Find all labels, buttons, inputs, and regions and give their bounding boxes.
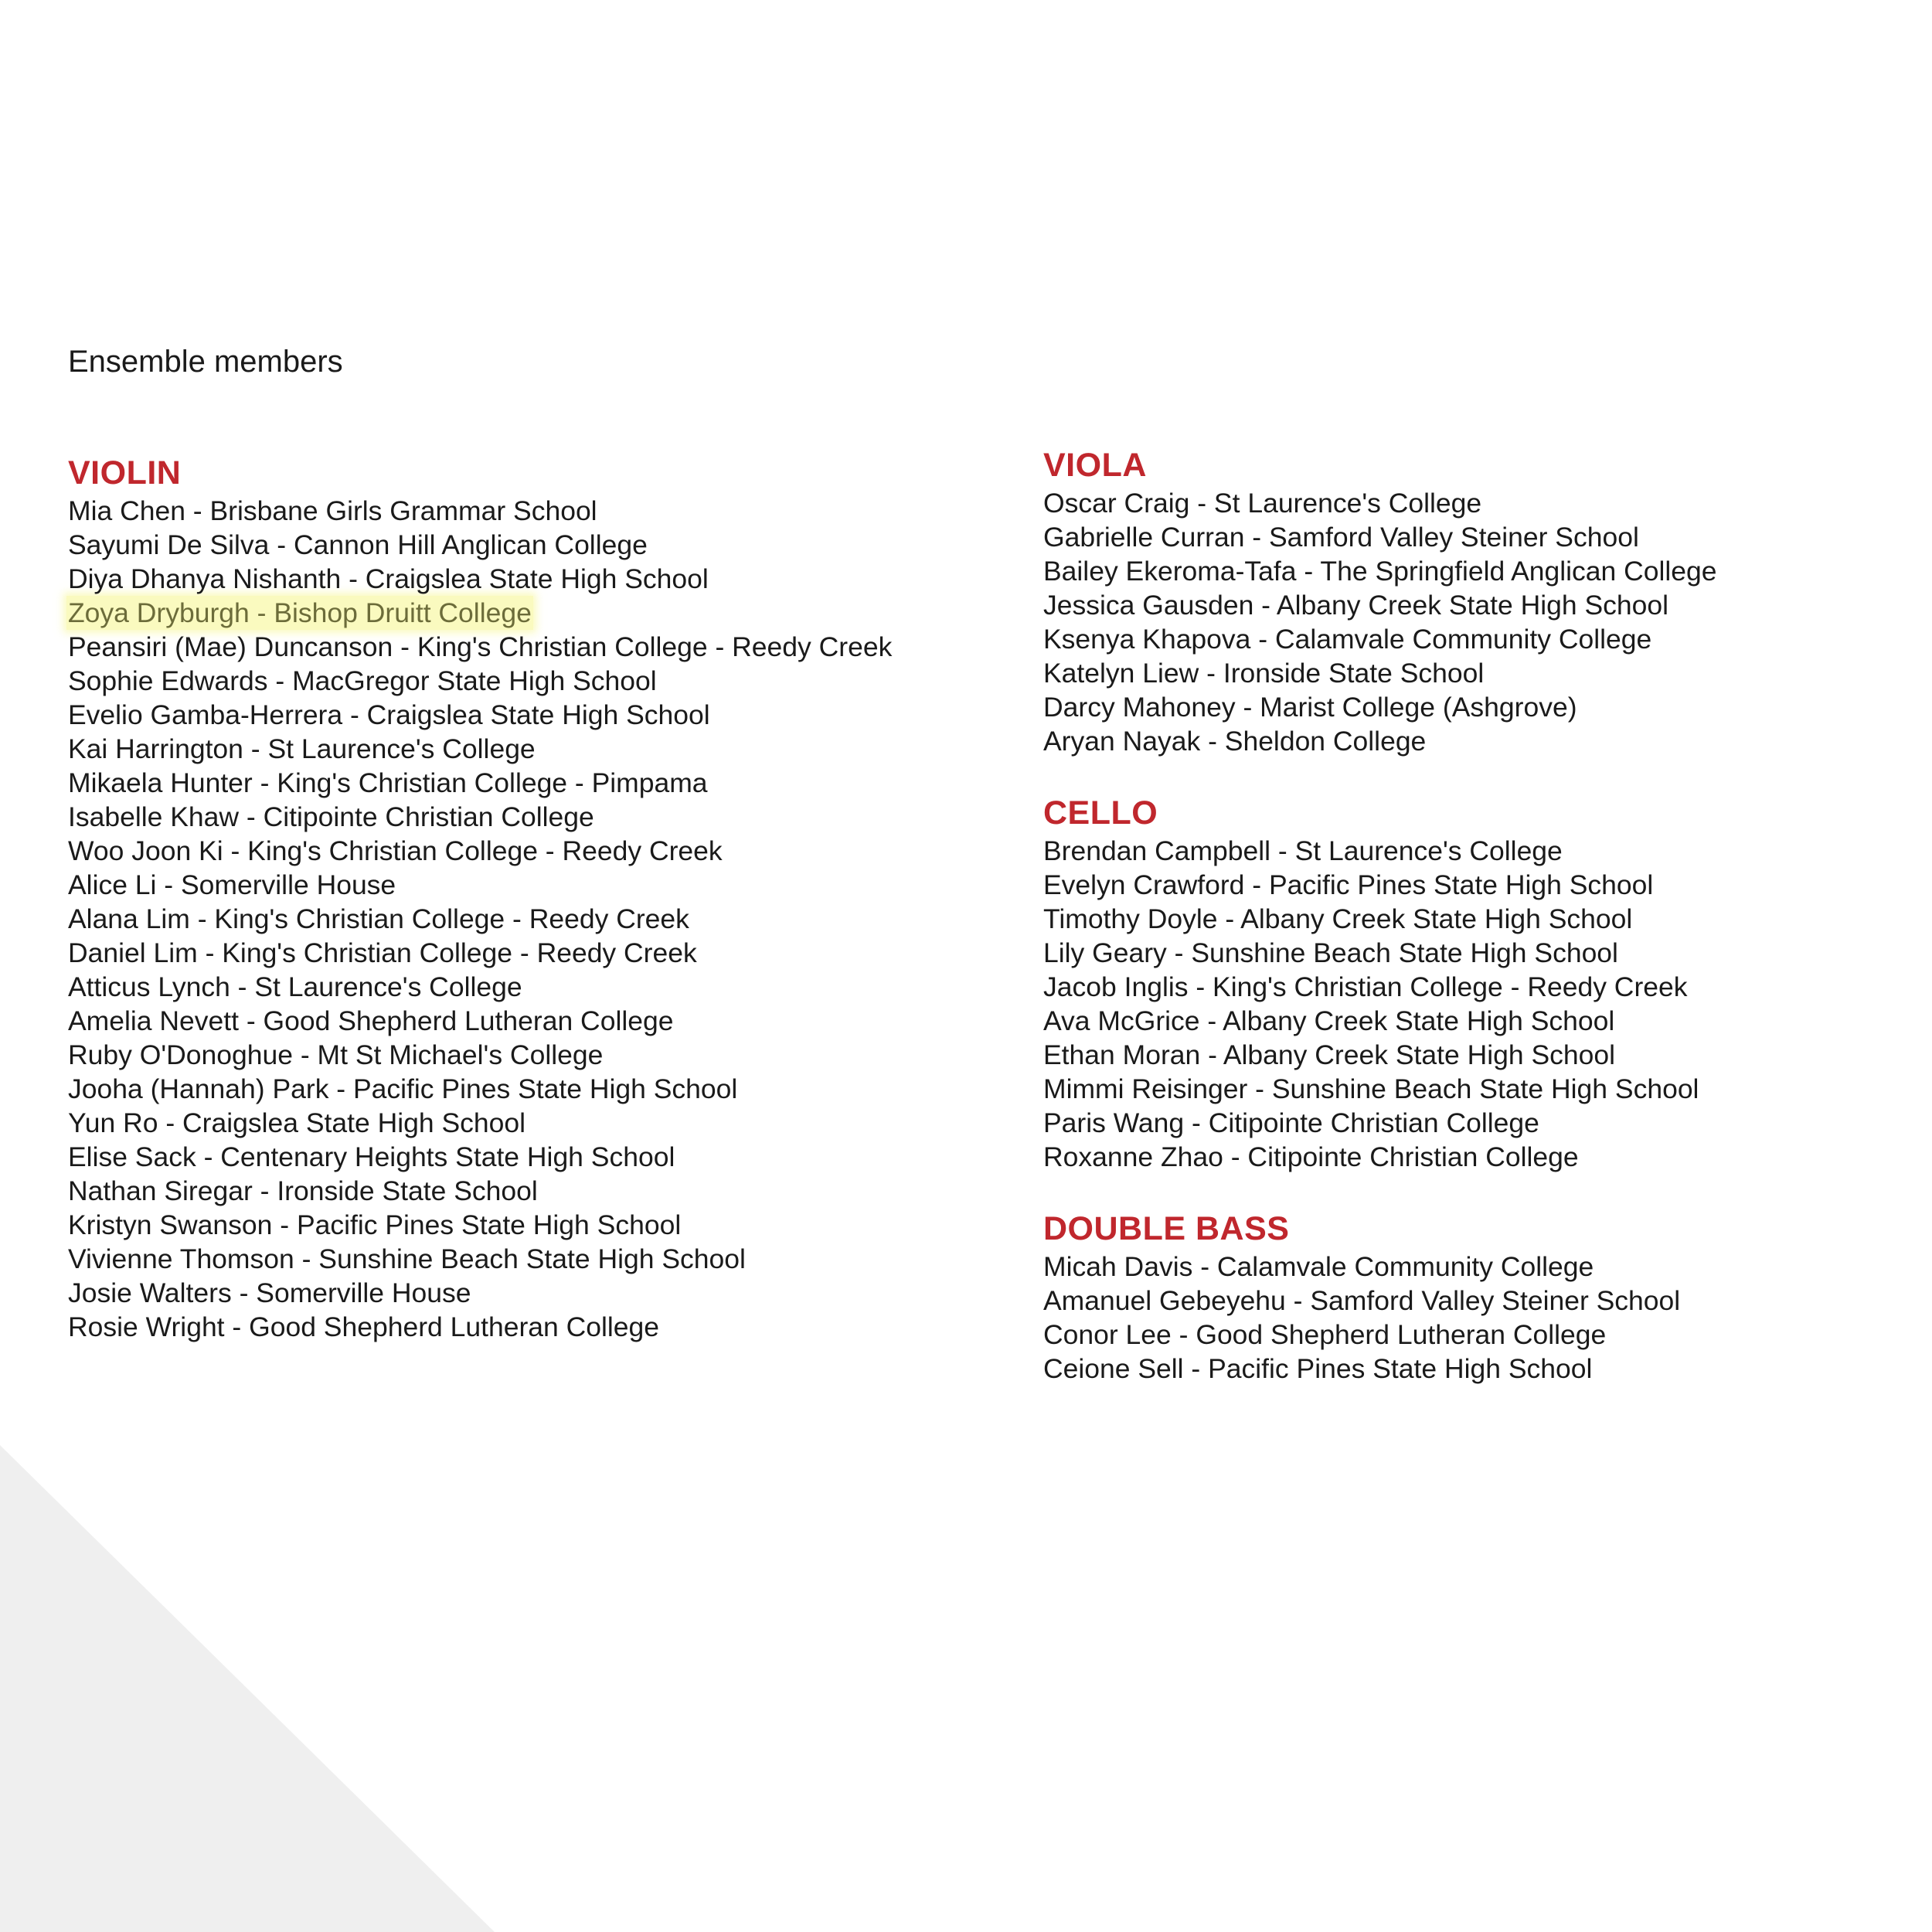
member-item: Micah Davis - Calamvale Community College <box>1043 1251 1594 1282</box>
double-bass-title: DOUBLE BASS <box>1043 1210 1290 1247</box>
member-item: Oscar Craig - St Laurence's College <box>1043 488 1482 519</box>
member-item: Lily Geary - Sunshine Beach State High School <box>1043 937 1618 968</box>
member-item: Bailey Ekeroma-Tafa - The Springfield Anglican College <box>1043 556 1717 587</box>
page-heading: Ensemble members <box>68 345 343 379</box>
violin-section <box>68 452 957 1344</box>
viola-section <box>1043 444 1932 758</box>
member-item: Gabrielle Curran - Samford Valley Steiner School <box>1043 522 1639 553</box>
member-item: Jooha (Hannah) Park - Pacific Pines State High School <box>68 1073 738 1104</box>
member-item: Conor Lee - Good Shepherd Lutheran College <box>1043 1319 1607 1350</box>
member-item: Kai Harrington - St Laurence's College <box>68 733 536 764</box>
member-item: Ethan Moran - Albany Creek State High School <box>1043 1039 1615 1070</box>
background-triangle <box>0 1445 495 1932</box>
member-item: Vivienne Thomson - Sunshine Beach State High School <box>68 1243 746 1274</box>
member-item: Jessica Gausden - Albany Creek State High School <box>1043 590 1669 621</box>
member-item: Kristyn Swanson - Pacific Pines State High School <box>68 1209 682 1240</box>
member-item: Sophie Edwards - MacGregor State High School <box>68 665 657 696</box>
member-item: Isabelle Khaw - Citipointe Christian College <box>68 801 594 832</box>
cello-list <box>1043 834 1932 1174</box>
member-item: Ksenya Khapova - Calamvale Community College <box>1043 624 1652 655</box>
member-item: Alice Li - Somerville House <box>68 869 396 900</box>
member-item: Daniel Lim - King's Christian College - Reedy Creek <box>68 937 697 968</box>
member-item: Roxanne Zhao - Citipointe Christian College <box>1043 1141 1579 1172</box>
cello-section <box>1043 792 1932 1174</box>
member-item: Ava McGrice - Albany Creek State High School <box>1043 1005 1615 1036</box>
member-item: Darcy Mahoney - Marist College (Ashgrove) <box>1043 692 1577 723</box>
right-column <box>1043 444 1932 1420</box>
member-item: Amelia Nevett - Good Shepherd Lutheran College <box>68 1005 674 1036</box>
member-item: Katelyn Liew - Ironside State School <box>1043 658 1485 689</box>
violin-title: VIOLIN <box>68 454 182 492</box>
violin-list <box>68 494 957 1344</box>
member-item: Nathan Siregar - Ironside State School <box>68 1175 538 1206</box>
member-item: Atticus Lynch - St Laurence's College <box>68 971 522 1002</box>
member-item: Elise Sack - Centenary Heights State High School <box>68 1141 675 1172</box>
double-bass-section <box>1043 1208 1932 1386</box>
cello-title: CELLO <box>1043 794 1158 832</box>
member-item: Brendan Campbell - St Laurence's College <box>1043 835 1563 866</box>
member-item: Evelyn Crawford - Pacific Pines State High School <box>1043 869 1654 900</box>
viola-list <box>1043 486 1932 758</box>
member-item: Timothy Doyle - Albany Creek State High School <box>1043 903 1633 934</box>
member-item: Peansiri (Mae) Duncanson - King's Christian College - Reedy Creek <box>68 631 893 662</box>
highlighted-member-item: Zoya Dryburgh - Bishop Druitt College <box>68 597 532 628</box>
member-item: Evelio Gamba-Herrera - Craigslea State High School <box>68 699 710 730</box>
member-item: Mia Chen - Brisbane Girls Grammar School <box>68 495 597 526</box>
member-item: Mimmi Reisinger - Sunshine Beach State High School <box>1043 1073 1699 1104</box>
member-item: Mikaela Hunter - King's Christian College - Pimpama <box>68 767 708 798</box>
member-item: Jacob Inglis - King's Christian College - Reedy Creek <box>1043 971 1688 1002</box>
member-item: Ceione Sell - Pacific Pines State High School <box>1043 1353 1593 1384</box>
member-item: Sayumi De Silva - Cannon Hill Anglican College <box>68 529 648 560</box>
member-item: Josie Walters - Somerville House <box>68 1277 471 1308</box>
member-item: Alana Lim - King's Christian College - Reedy Creek <box>68 903 689 934</box>
member-item: Amanuel Gebeyehu - Samford Valley Steiner School <box>1043 1285 1681 1316</box>
left-column <box>68 452 957 1378</box>
member-item: Yun Ro - Craigslea State High School <box>68 1107 526 1138</box>
member-item: Ruby O'Donoghue - Mt St Michael's College <box>68 1039 604 1070</box>
member-item: Aryan Nayak - Sheldon College <box>1043 726 1427 757</box>
member-item: Woo Joon Ki - King's Christian College - Reedy Creek <box>68 835 723 866</box>
member-item: Paris Wang - Citipointe Christian College <box>1043 1107 1539 1138</box>
member-item: Rosie Wright - Good Shepherd Lutheran College <box>68 1311 660 1342</box>
double-bass-list <box>1043 1250 1932 1386</box>
member-item: Diya Dhanya Nishanth - Craigslea State High School <box>68 563 709 594</box>
viola-title: VIOLA <box>1043 447 1147 484</box>
